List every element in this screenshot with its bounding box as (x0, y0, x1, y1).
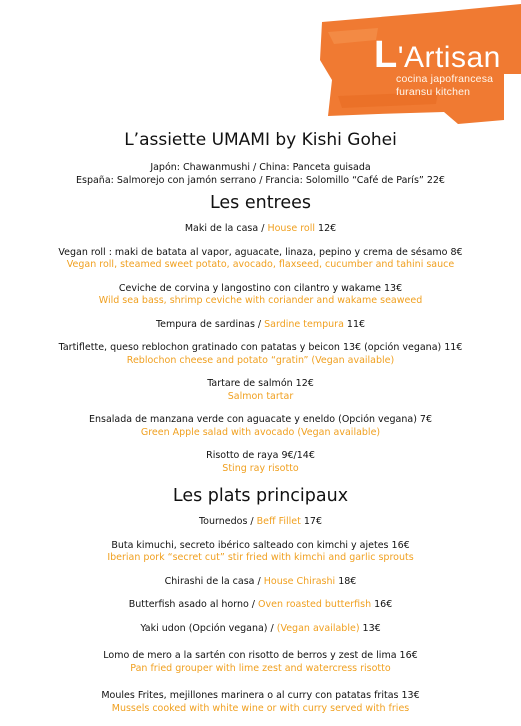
artisan-logo (318, 0, 521, 128)
dish-translation: Green Apple salad with avocado (Vegan available) (140, 426, 381, 438)
dish-name: Maki de la casa / (184, 223, 268, 234)
dish-name: Butterfish asado al horno / (128, 599, 259, 610)
dish-name: Tartare de salmón 12€ (207, 378, 314, 389)
dish-translation: Beff Fillet (256, 516, 301, 527)
menu-item (0, 623, 521, 636)
dish-name: Tempura de sardinas / (155, 318, 265, 330)
dish-translation: Salmon tartar (227, 390, 294, 402)
section-title-principaux: Les plats principaux (172, 486, 349, 506)
dish-price: 18€ (335, 575, 357, 587)
dish-price: 11€ (343, 318, 366, 330)
dish-translation: Reblochon cheese and potato “gratin” (Vegan available) (126, 354, 395, 366)
dish-translation: Mussels cooked with white wine or with curry served with fries (111, 702, 410, 714)
menu-item (0, 247, 521, 272)
dish-translation: (Vegan available) (276, 622, 360, 634)
dish-name: Tartiflette, queso reblochon gratinado con patatas y beicon 13€ (opción vegana) 11€ (58, 342, 463, 353)
menu-item (0, 540, 521, 565)
dish-name: Yaki udon (Opción vegana) / (140, 622, 277, 634)
dish-price: 17€ (300, 516, 323, 527)
menu-item (0, 450, 521, 475)
dish-translation: Vegan roll, steamed sweet potato, avocado, flaxseed, cucumber and tahini sauce (66, 259, 455, 270)
umami-title: L’assiette UMAMI by Kishi Gohei (124, 130, 397, 150)
logo-initial: L (374, 34, 398, 76)
dish-translation: Sting ray risotto (222, 462, 299, 474)
menu-item (0, 650, 521, 675)
dish-name: Ensalada de manzana verde con aguacate y eneldo (Opción vegana) 7€ (88, 414, 433, 425)
dish-translation: Sardine tempura (264, 318, 344, 330)
umami-line-1: Japón: Chawanmushi / China: Panceta guisada (150, 162, 371, 173)
menu-item (0, 378, 521, 403)
dish-name: Risotto de raya 9€/14€ (206, 450, 315, 461)
section-title-entrees: Les entrees (209, 193, 312, 213)
menu-item (0, 342, 521, 367)
dish-name: Buta kimuchi, secreto ibérico salteado con kimchi y ajetes 16€ (111, 539, 410, 551)
menu-item (0, 414, 521, 439)
dish-translation: House Chirashi (263, 575, 336, 587)
logo-name: 'Artisan (397, 41, 501, 74)
dish-translation: Pan fried grouper with lime zest and watercress risotto (130, 662, 391, 674)
menu-item (0, 599, 521, 612)
menu-item (0, 516, 521, 529)
dish-translation: House roll (267, 223, 316, 234)
umami-line-2: España: Salmorejo con jamón serrano / Francia: Solomillo “Café de París” 22€ (76, 174, 445, 186)
menu-item (0, 576, 521, 589)
dish-name: Lomo de mero a la sartén con risotto de berros y zest de lima 16€ (103, 650, 418, 661)
dish-name: Moules Frites, mejillones marinera o al curry con patatas fritas 13€ (101, 690, 420, 701)
dish-name: Ceviche de corvina y langostino con cilantro y wakame 13€ (118, 282, 403, 294)
dish-price: 13€ (359, 622, 381, 634)
menu-item (0, 283, 521, 308)
menu-item (0, 319, 521, 332)
logo-tagline-1: cocina japofrancesa (396, 73, 494, 85)
dish-name: Tournedos / (198, 516, 257, 527)
logo-tagline-2: furansu kitchen (396, 86, 471, 98)
menu-item (0, 223, 521, 236)
dish-translation: Oven roasted butterfish (258, 599, 372, 610)
dish-name: Vegan roll : maki de batata al vapor, aguacate, linaza, pepino y crema de sésamo 8€ (58, 246, 463, 258)
menu-item (0, 690, 521, 715)
menu-content (0, 130, 521, 726)
dish-price: 12€ (315, 223, 337, 234)
dish-price: 16€ (371, 599, 393, 610)
dish-translation: Wild sea bass, shrimp ceviche with coriander and wakame seaweed (98, 295, 423, 306)
dish-translation: Iberian pork “secret cut” stir fried with kimchi and garlic sprouts (107, 552, 414, 563)
logo-brand-text (374, 36, 501, 74)
dish-name: Chirashi de la casa / (164, 575, 264, 587)
